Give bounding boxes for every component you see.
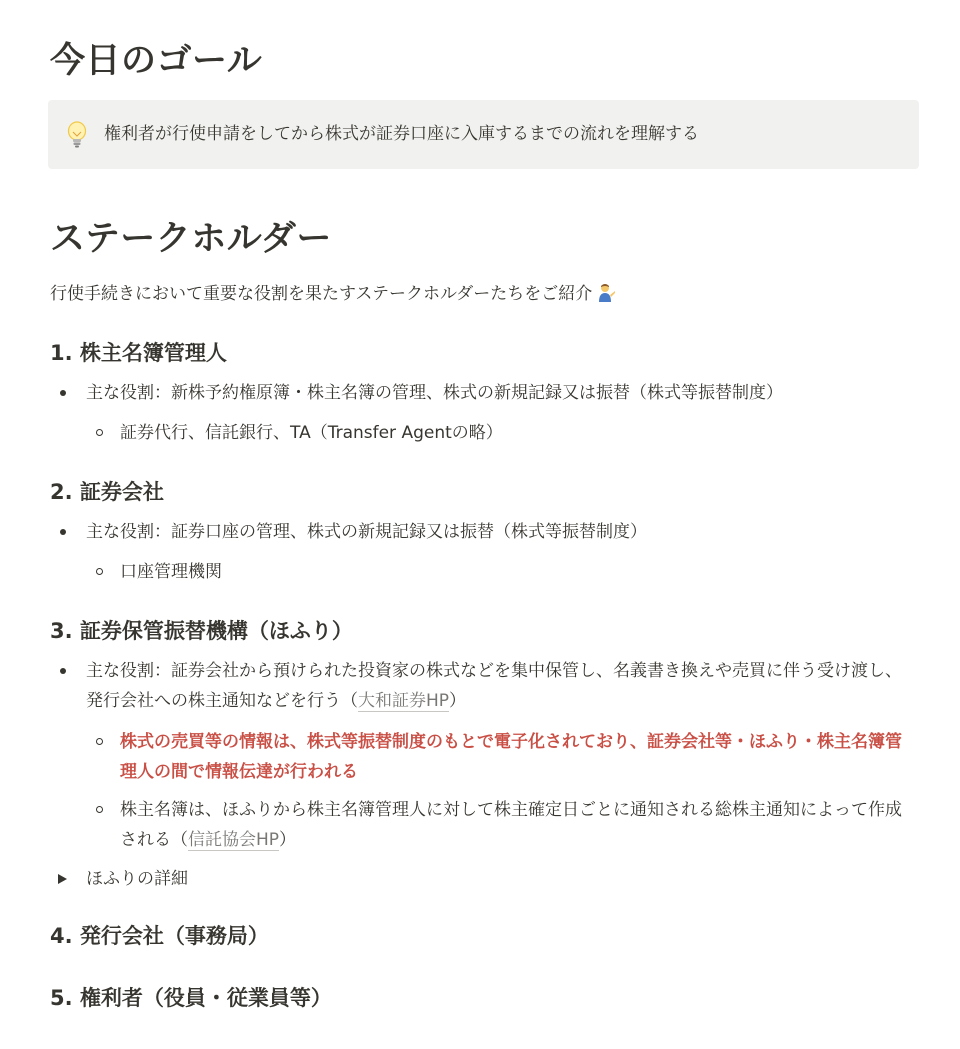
lightbulb-icon [64,120,90,150]
intro-text: 行使手続きにおいて重要な役割を果たすステークホルダーたちをご紹介 [50,284,593,304]
bullet-circle [96,738,103,745]
list-item [120,557,910,587]
role-text: 主な役割：証券口座の管理、株式の新規記録又は振替（株式等振替制度） [86,522,647,542]
bullet-dot [60,668,66,674]
sub-text: 株主名簿は、ほふりから株主名簿管理人に対して株主確定日ごとに通知される総株主通知によって作成される（ [120,800,902,850]
sub-text: 口座管理機関 [120,562,222,582]
stakeholders-heading: ステークホルダー [50,219,332,259]
goal-callout [48,100,919,169]
person-tipping-hand-icon [596,282,616,302]
list-item [120,727,910,787]
list-item [86,656,916,716]
callout-text: 権利者が行使申請をしてから株式が証券口座に入庫するまでの流れを理解する [104,123,699,144]
hofuri-details-toggle[interactable] [86,864,188,894]
list-item [86,517,916,547]
list-item [120,795,910,855]
bullet-dot [60,390,66,396]
role-text: 主な役割：証券会社から預けられた投資家の株式などを集中保管し、名義書き換えや売買に伴う受け渡し、発行会社への株主通知などを行う（ [86,661,902,711]
highlighted-text: 株式の売買等の情報は、株式等振替制度のもとで電子化されており、証券会社等・ほふり・株主名簿管理人の間で情報伝達が行われる [120,732,902,782]
section-heading-5: 5. 権利者（役員・従業員等） [50,986,332,1010]
bullet-circle [96,429,103,436]
toggle-triangle-icon[interactable] [58,874,67,884]
section-heading-4: 4. 発行会社（事務局） [50,924,269,948]
sub-text-end: ） [279,830,297,850]
section-heading-2: 2. 証券会社 [50,480,164,504]
role-text-end: ） [449,691,467,711]
section-heading-3: 3. 証券保管振替機構（ほふり） [50,619,353,643]
section-heading-1: 1. 株主名簿管理人 [50,341,227,365]
toggle-label[interactable]: ほふりの詳細 [86,869,188,889]
sub-text: 証券代行、信託銀行、TA（Transfer Agentの略） [120,423,503,443]
bullet-circle [96,806,103,813]
stakeholders-intro [50,282,616,308]
bullet-dot [60,529,66,535]
list-item [86,378,916,408]
list-item [120,418,910,448]
trust-association-link[interactable]: 信託協会HP [188,830,280,850]
role-text: 主な役割：新株予約権原簿・株主名簿の管理、株式の新規記録又は振替（株式等振替制度） [86,383,783,403]
daiwa-link[interactable]: 大和証券HP [358,691,450,711]
bullet-circle [96,568,103,575]
goal-heading: 今日のゴール [50,41,263,81]
